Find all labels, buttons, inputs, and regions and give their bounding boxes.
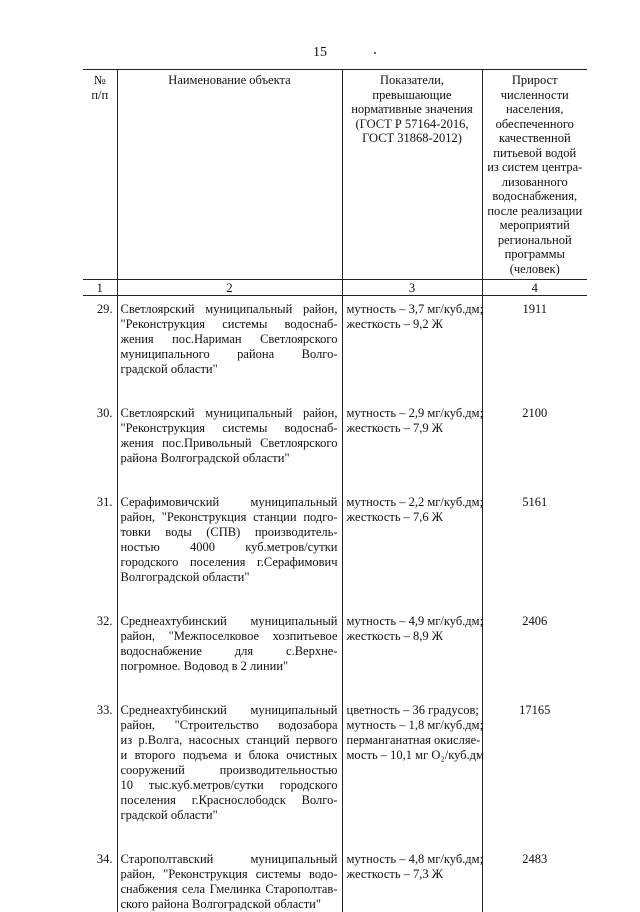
spacer-cell xyxy=(482,377,587,406)
population-growth: 2100 xyxy=(482,406,587,466)
object-name-line: Старополтавский муниципальный xyxy=(121,852,338,867)
spacer-cell xyxy=(83,823,117,852)
row-number: 29. xyxy=(83,302,117,377)
object-name-line: Среднеахтубинский муниципальный xyxy=(121,614,338,629)
spacer-cell xyxy=(482,466,587,495)
row-number: 34. xyxy=(83,852,117,912)
header-indicators: Показатели, превышающие нормативные значения (ГОСТ Р 57164-2016, ГОСТ 31868-2012) xyxy=(342,70,482,280)
spacer-cell xyxy=(117,674,342,703)
object-name-line: "Реконструкция системы водоснаб- xyxy=(121,421,338,436)
indicator-line: цветность – 36 градусов; xyxy=(347,703,479,718)
indicator-line: жесткость – 7,6 Ж xyxy=(347,510,479,525)
object-name xyxy=(117,703,342,823)
column-number: 3 xyxy=(342,280,482,296)
population-growth: 17165 xyxy=(482,703,587,823)
column-number: 4 xyxy=(482,280,587,296)
indicator-line: мость – 10,1 мг О₂/куб.дм xyxy=(347,748,479,763)
spacer-cell xyxy=(482,823,587,852)
row-spacer xyxy=(83,823,587,852)
spacer-cell xyxy=(83,585,117,614)
header-no: № п/п xyxy=(83,70,117,280)
object-name-line: водоснабжение для с.Верхне- xyxy=(121,644,338,659)
object-name-line: градской области" xyxy=(121,362,338,377)
object-name-line: Среднеахтубинский муниципальный xyxy=(121,703,338,718)
population-growth: 5161 xyxy=(482,495,587,585)
table-row xyxy=(83,406,587,466)
object-name-line: района Волгоградской области" xyxy=(121,451,338,466)
object-name xyxy=(117,495,342,585)
header-growth: Прирост численности населения, обеспеченного качественной питьевой водой из систем центра- лизованного водоснабжения, после реализации мероприятий региональной программы (человек) xyxy=(482,70,587,280)
spacer-cell xyxy=(117,377,342,406)
indicator-line: мутность – 1,8 мг/куб.дм; xyxy=(347,718,479,733)
object-name-line: и второго подъема и блока очистных xyxy=(121,748,338,763)
indicator-line: жесткость – 8,9 Ж xyxy=(347,629,479,644)
object-name-line: район, "Межпоселковое хозпитьевое xyxy=(121,629,338,644)
table-body xyxy=(83,296,587,912)
object-name-line: погромное. Водовод в 2 линии" xyxy=(121,659,338,674)
indicators xyxy=(342,302,482,377)
indicator-line: мутность – 4,9 мг/куб.дм; xyxy=(347,614,479,629)
spacer-cell xyxy=(117,823,342,852)
row-spacer xyxy=(83,585,587,614)
object-name-line: 10 тыс.куб.метров/сутки городского xyxy=(121,778,338,793)
table-row xyxy=(83,495,587,585)
table-header-row xyxy=(83,70,587,280)
object-name-line: городского поселения г.Серафимович xyxy=(121,555,338,570)
indicator-line: жесткость – 7,3 Ж xyxy=(347,867,479,882)
row-spacer xyxy=(83,377,587,406)
object-name-line: Серафимовичский муниципальный xyxy=(121,495,338,510)
object-name-line: район, "Строительство водозабора xyxy=(121,718,338,733)
column-number: 1 xyxy=(83,280,117,296)
object-name-line: муниципального района Волго- xyxy=(121,347,338,362)
indicators xyxy=(342,703,482,823)
row-number: 33. xyxy=(83,703,117,823)
spacer-cell xyxy=(342,377,482,406)
row-number: 32. xyxy=(83,614,117,674)
spacer-cell xyxy=(117,585,342,614)
object-name-line: район, "Реконструкция системы водо- xyxy=(121,867,338,882)
object-name-line: ностью 4000 куб.метров/сутки xyxy=(121,540,338,555)
row-number: 30. xyxy=(83,406,117,466)
object-name-line: товки воды (СПВ) производитель- xyxy=(121,525,338,540)
row-number: 31. xyxy=(83,495,117,585)
header-name: Наименование объекта xyxy=(117,70,342,280)
population-growth: 2483 xyxy=(482,852,587,912)
indicators xyxy=(342,614,482,674)
population-growth: 1911 xyxy=(482,302,587,377)
object-name-line: поселения г.Краснослободск Волго- xyxy=(121,793,338,808)
spacer-cell xyxy=(482,674,587,703)
spacer-cell xyxy=(342,585,482,614)
object-name xyxy=(117,852,342,912)
object-name-line: Светлоярский муниципальный район, xyxy=(121,302,338,317)
indicator-line: жесткость – 9,2 Ж xyxy=(347,317,479,332)
object-name-line: "Реконструкция системы водоснаб- xyxy=(121,317,338,332)
indicator-line: мутность – 2,9 мг/куб.дм; xyxy=(347,406,479,421)
object-name-line: жения пос.Нариман Светлоярского xyxy=(121,332,338,347)
object-name-line: Волгоградской области" xyxy=(121,570,338,585)
spacer-cell xyxy=(83,466,117,495)
table-row xyxy=(83,852,587,912)
object-name xyxy=(117,302,342,377)
indicators xyxy=(342,495,482,585)
spacer-cell xyxy=(482,585,587,614)
page-number: 15 xyxy=(0,45,640,61)
table-row xyxy=(83,614,587,674)
object-name-line: сооружений производительностью xyxy=(121,763,338,778)
spacer-cell xyxy=(342,674,482,703)
indicator-line: жесткость – 7,9 Ж xyxy=(347,421,479,436)
object-name-line: район, "Реконструкция станции подго- xyxy=(121,510,338,525)
indicator-line: мутность – 4,8 мг/куб.дм; xyxy=(347,852,479,867)
object-name-line: из р.Волга, насосных станций первого xyxy=(121,733,338,748)
row-spacer xyxy=(83,466,587,495)
scan-speck xyxy=(374,52,376,54)
population-growth: 2406 xyxy=(482,614,587,674)
spacer-cell xyxy=(83,674,117,703)
table-row xyxy=(83,703,587,823)
indicator-line: перманганатная окисляе- xyxy=(347,733,479,748)
spacer-cell xyxy=(342,466,482,495)
table-row xyxy=(83,302,587,377)
indicator-line: мутность – 3,7 мг/куб.дм; xyxy=(347,302,479,317)
spacer-cell xyxy=(117,466,342,495)
objects-table xyxy=(83,69,587,912)
row-spacer xyxy=(83,674,587,703)
indicator-line: мутность – 2,2 мг/куб.дм; xyxy=(347,495,479,510)
column-numbers-row xyxy=(83,280,587,296)
object-name-line: жения пос.Привольный Светлоярского xyxy=(121,436,338,451)
object-name xyxy=(117,406,342,466)
object-name-line: ского района Волгоградской области" xyxy=(121,897,338,912)
indicators xyxy=(342,852,482,912)
spacer-cell xyxy=(342,823,482,852)
object-name xyxy=(117,614,342,674)
object-name-line: Светлоярский муниципальный район, xyxy=(121,406,338,421)
indicators xyxy=(342,406,482,466)
object-name-line: градской области" xyxy=(121,808,338,823)
spacer-cell xyxy=(83,377,117,406)
column-number: 2 xyxy=(117,280,342,296)
object-name-line: снабжения села Гмелинка Старополтав- xyxy=(121,882,338,897)
